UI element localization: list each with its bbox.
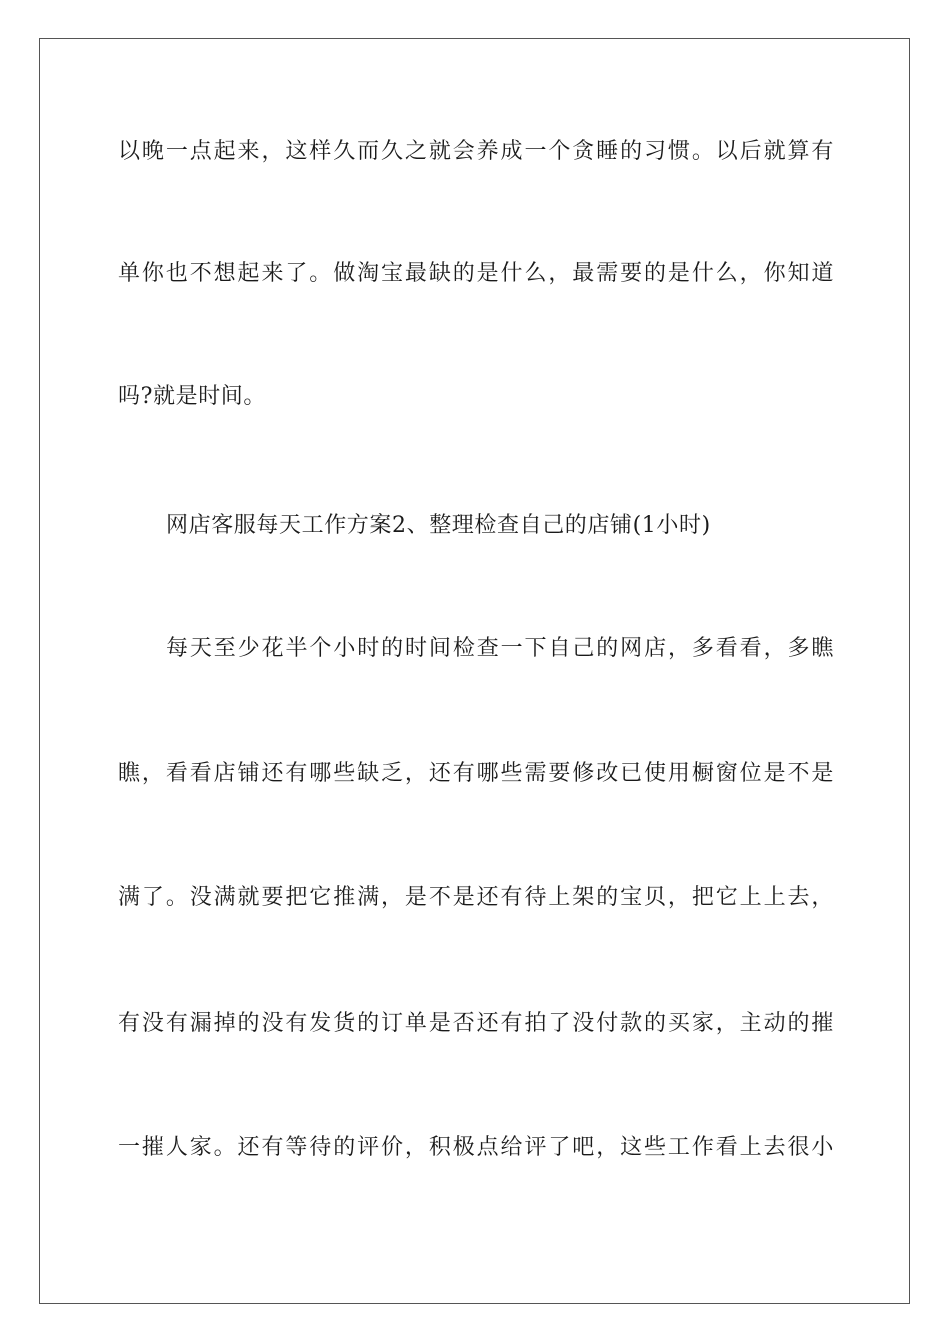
text-line-8: 有没有漏掉的没有发货的订单是否还有拍了没付款的买家，主动的摧 — [118, 1011, 834, 1036]
text-line-1: 以晚一点起来，这样久而久之就会养成一个贪睡的习惯。以后就算有 — [118, 139, 834, 164]
text-line-3: 吗?就是时间。 — [118, 384, 266, 409]
page-frame — [39, 38, 910, 1304]
text-line-2: 单你也不想起来了。做淘宝最缺的是什么，最需要的是什么，你知道 — [118, 261, 834, 286]
text-line-6: 瞧，看看店铺还有哪些缺乏，还有哪些需要修改已使用橱窗位是不是 — [118, 761, 834, 786]
section-heading: 网店客服每天工作方案2、整理检查自己的店铺(1小时) — [166, 513, 711, 538]
text-line-9: 一摧人家。还有等待的评价，积极点给评了吧，这些工作看上去很小 — [118, 1135, 834, 1160]
text-line-5: 每天至少花半个小时的时间检查一下自己的网店，多看看，多瞧 — [166, 636, 834, 661]
text-line-7: 满了。没满就要把它推满，是不是还有待上架的宝贝，把它上上去， — [118, 885, 834, 910]
